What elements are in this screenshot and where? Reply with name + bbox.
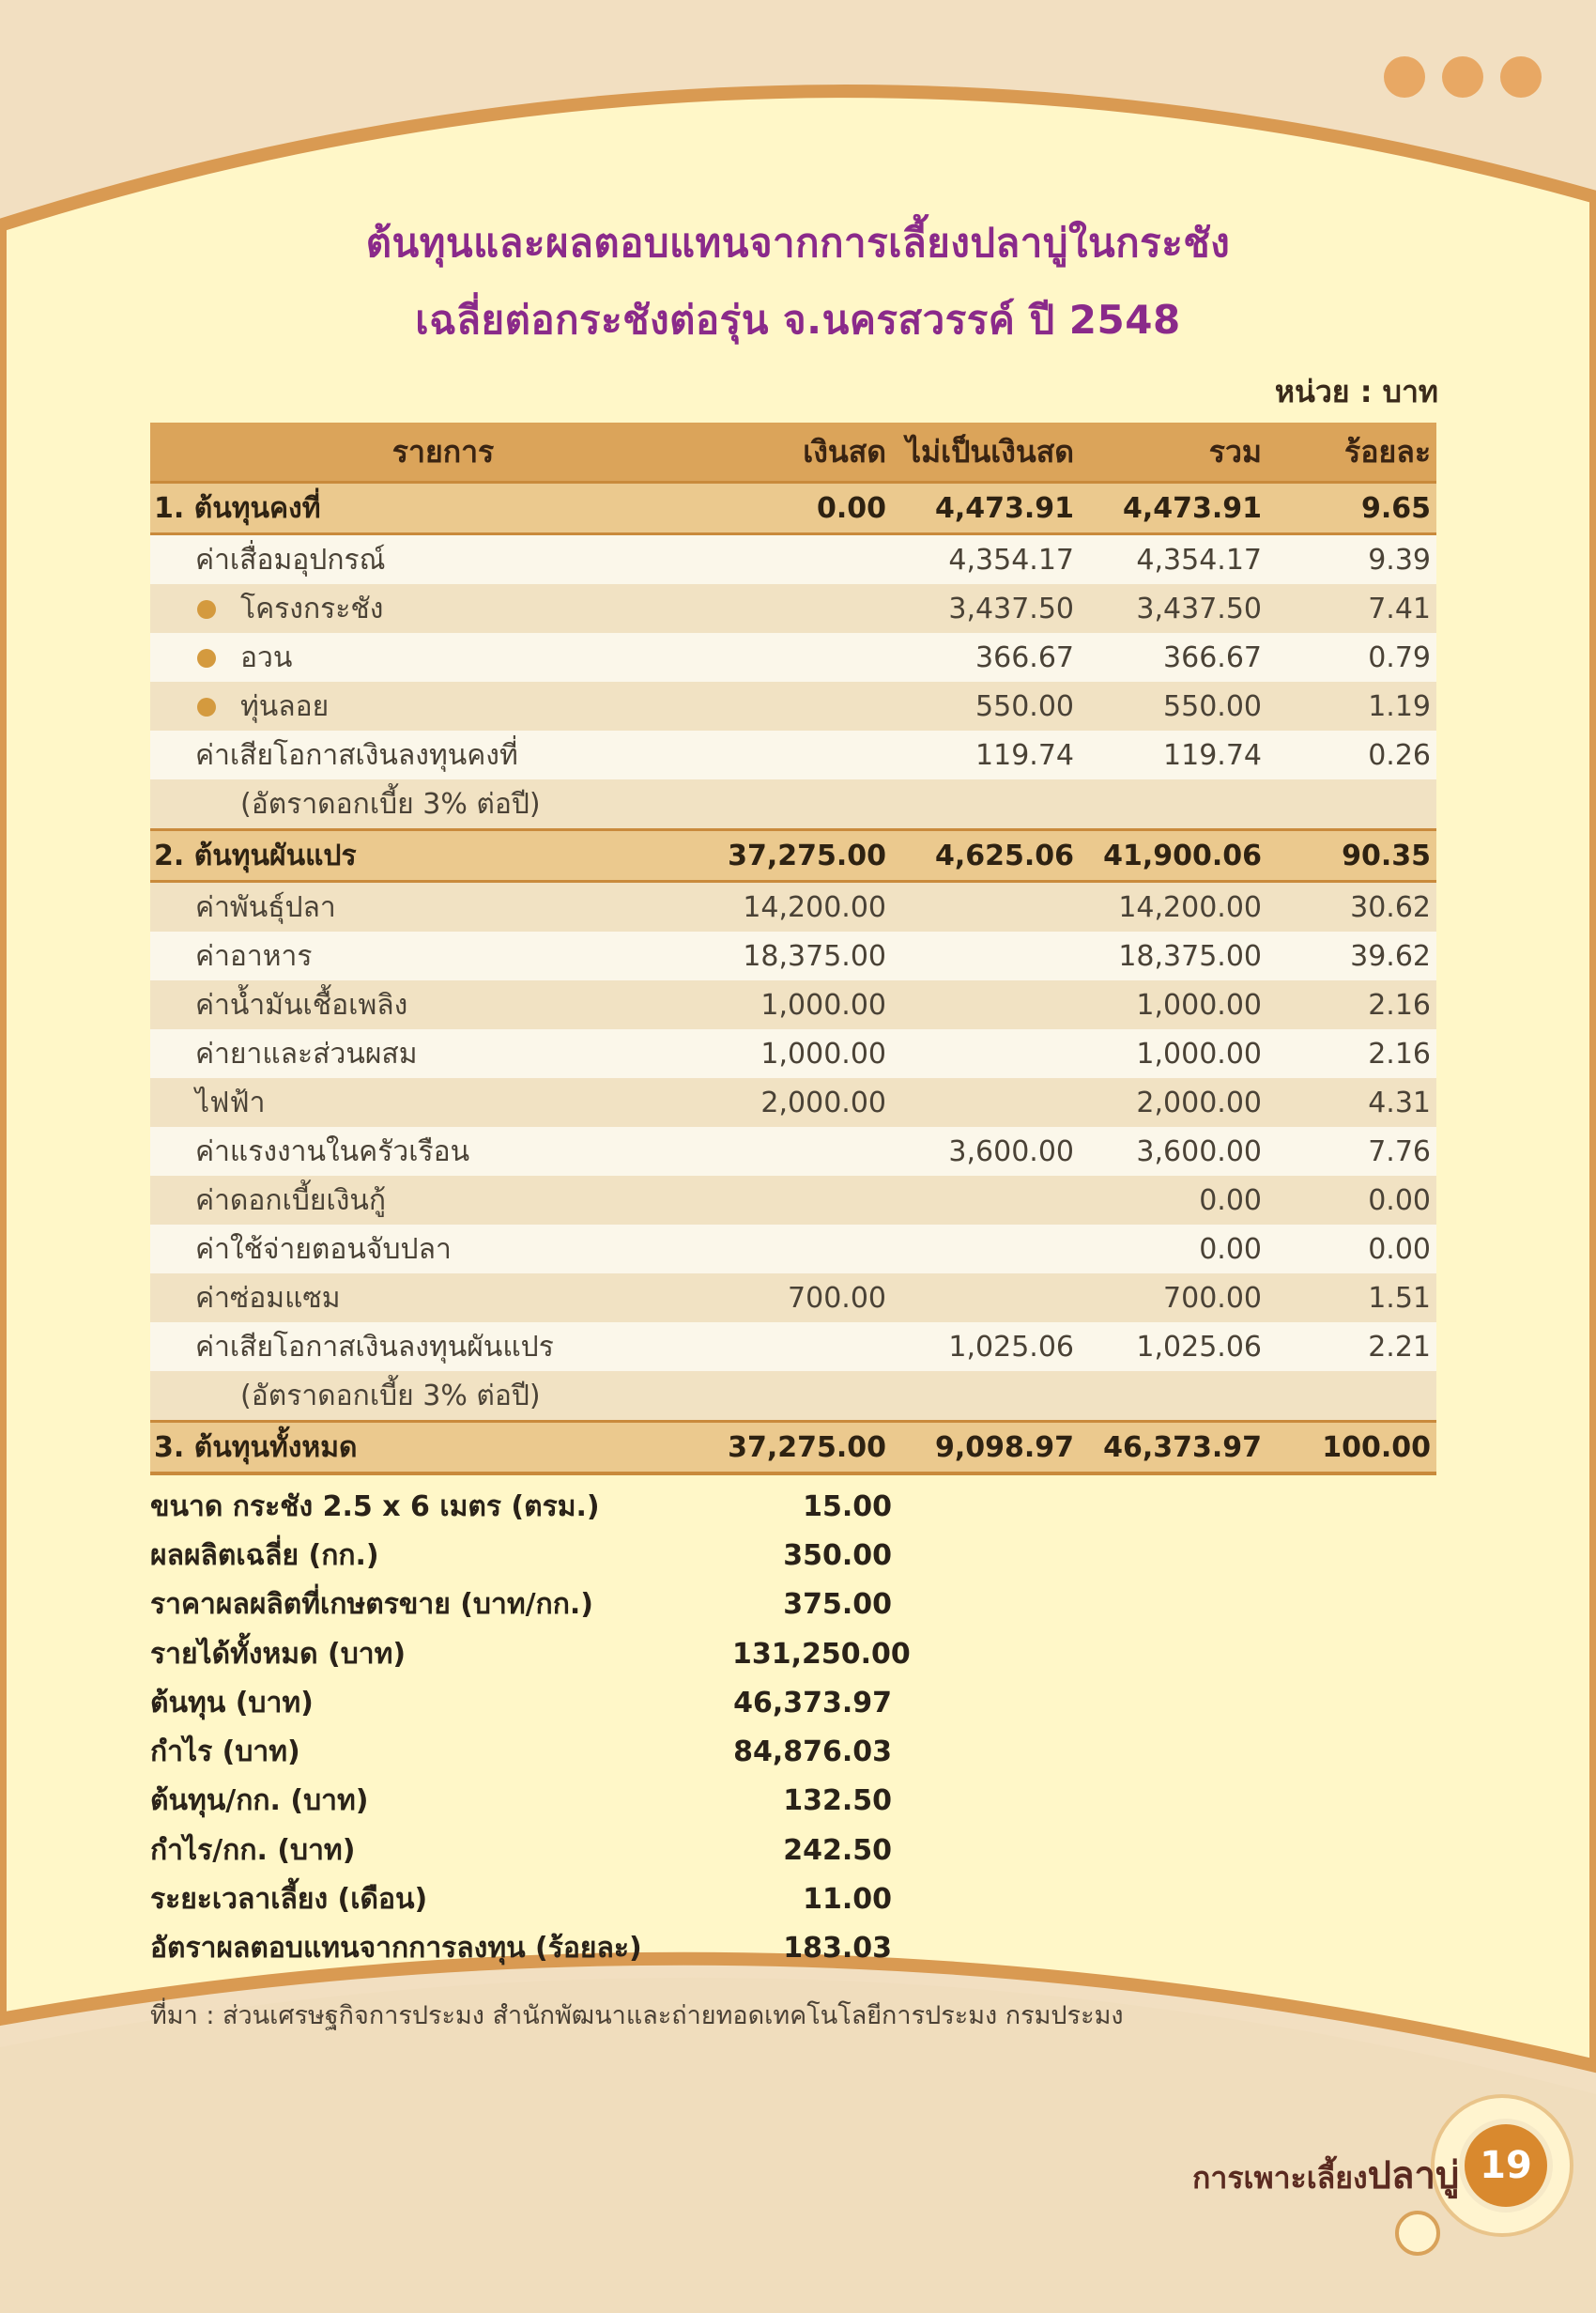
total-cell: 366.67 — [1080, 633, 1267, 682]
cash-cell — [704, 1225, 892, 1273]
percent-cell: 2.16 — [1267, 980, 1436, 1029]
footer-title — [1192, 2145, 1459, 2205]
row-label: ทุ่นลอย — [240, 689, 330, 723]
summary-value: 84,876.03 — [733, 1735, 892, 1769]
footer-suffix: ปลาบู่ — [1367, 2154, 1460, 2197]
row-label: โครงกระชัง — [240, 592, 384, 625]
cash-cell — [704, 584, 892, 633]
row-label: ค่าซ่อมแซม — [150, 1273, 704, 1322]
table-row — [150, 534, 1436, 585]
noncash-cell: 9,098.97 — [892, 1422, 1080, 1474]
table-row — [150, 633, 1436, 682]
row-label: ค่าเสื่อมอุปกรณ์ — [150, 534, 704, 585]
table-row — [150, 1225, 1436, 1273]
row-label: ค่าน้ำมันเชื้อเพลิง — [150, 980, 704, 1029]
table-row — [150, 1127, 1436, 1176]
cash-cell: 14,200.00 — [704, 882, 892, 933]
row-label: ค่าแรงงานในครัวเรือน — [150, 1127, 704, 1176]
summary-value: 350.00 — [783, 1538, 892, 1572]
section-row-fixed-cost — [150, 483, 1436, 534]
noncash-cell — [892, 932, 1080, 980]
summary-label: ต้นทุน (บาท) — [150, 1686, 314, 1719]
cash-cell — [704, 731, 892, 779]
total-cell: 0.00 — [1080, 1225, 1267, 1273]
percent-cell: 0.79 — [1267, 633, 1436, 682]
summary-row — [150, 1629, 911, 1678]
summary-row — [150, 1777, 901, 1826]
noncash-cell — [892, 882, 1080, 933]
bullet-icon — [197, 698, 216, 717]
table-row — [150, 932, 1436, 980]
total-cell: 18,375.00 — [1080, 932, 1267, 980]
noncash-cell: 3,600.00 — [892, 1127, 1080, 1176]
percent-cell: 0.00 — [1267, 1176, 1436, 1225]
summary-label: รายได้ทั้งหมด (บาท) — [150, 1637, 407, 1671]
dot-icon — [1500, 56, 1542, 98]
noncash-cell: 119.74 — [892, 731, 1080, 779]
table-row — [150, 1029, 1436, 1078]
percent-cell: 1.19 — [1267, 682, 1436, 731]
section-row-total-cost — [150, 1422, 1436, 1474]
row-label: ค่ายาและส่วนผสม — [150, 1029, 704, 1078]
cash-cell: 37,275.00 — [704, 830, 892, 882]
table-row — [150, 1176, 1436, 1225]
dot-icon — [1442, 56, 1483, 98]
noncash-cell — [892, 1225, 1080, 1273]
page-subtitle: เฉลี่ยต่อกระชังต่อรุ่น จ.นครสวรรค์ ปี 2548 — [415, 297, 1181, 343]
noncash-cell — [892, 980, 1080, 1029]
noncash-cell: 4,473.91 — [892, 483, 1080, 534]
table-row — [150, 1371, 1436, 1422]
source-note: ที่มา : ส่วนเศรษฐกิจการประมง สำนักพัฒนาและถ่ายทอดเทคโนโลยีการประมง กรมประมง — [150, 2001, 1124, 2030]
noncash-cell: 1,025.06 — [892, 1322, 1080, 1371]
cash-cell: 1,000.00 — [704, 1029, 892, 1078]
noncash-cell — [892, 1029, 1080, 1078]
table-row — [150, 682, 1436, 731]
row-label: อวน — [240, 640, 293, 674]
total-cell: 119.74 — [1080, 731, 1267, 779]
percent-cell: 2.16 — [1267, 1029, 1436, 1078]
row-label: ค่าอาหาร — [150, 932, 704, 980]
total-cell: 1,000.00 — [1080, 980, 1267, 1029]
summary-row — [150, 1727, 901, 1776]
summary-label: ต้นทุน/กก. (บาท) — [150, 1784, 369, 1818]
percent-cell: 30.62 — [1267, 882, 1436, 933]
summary-row — [150, 1826, 901, 1874]
total-cell: 1,025.06 — [1080, 1322, 1267, 1371]
table-row — [150, 1078, 1436, 1127]
cash-cell: 2,000.00 — [704, 1078, 892, 1127]
page-number: 19 — [1465, 2124, 1547, 2207]
summary-value: 375.00 — [783, 1588, 892, 1622]
noncash-cell: 366.67 — [892, 633, 1080, 682]
table-header-row — [150, 423, 1436, 483]
header-total: รวม — [1080, 423, 1267, 483]
table-row — [150, 731, 1436, 779]
summary-list — [150, 1482, 911, 1973]
header-noncash: ไม่เป็นเงินสด — [892, 423, 1080, 483]
cash-cell: 37,275.00 — [704, 1422, 892, 1474]
cash-cell: 18,375.00 — [704, 932, 892, 980]
noncash-cell: 550.00 — [892, 682, 1080, 731]
row-label: ไฟฟ้า — [150, 1078, 704, 1127]
percent-cell: 9.65 — [1267, 483, 1436, 534]
cash-cell: 700.00 — [704, 1273, 892, 1322]
row-label: ค่าเสียโอกาสเงินลงทุนผันแปร — [150, 1322, 704, 1371]
summary-row — [150, 1531, 901, 1580]
total-cell: 3,600.00 — [1080, 1127, 1267, 1176]
header-percent: ร้อยละ — [1267, 423, 1436, 483]
row-note: (อัตราดอกเบี้ย 3% ต่อปี) — [150, 1371, 704, 1422]
cash-cell — [704, 534, 892, 585]
table-row — [150, 584, 1436, 633]
summary-row — [150, 1678, 901, 1727]
row-label: ค่าพันธุ์ปลา — [150, 882, 704, 933]
percent-cell: 7.41 — [1267, 584, 1436, 633]
cash-cell: 0.00 — [704, 483, 892, 534]
unit-label: หน่วย : บาท — [1274, 374, 1438, 409]
total-cell: 4,473.91 — [1080, 483, 1267, 534]
row-label: ค่าเสียโอกาสเงินลงทุนคงที่ — [150, 731, 704, 779]
bullet-icon — [197, 600, 216, 619]
percent-cell: 4.31 — [1267, 1078, 1436, 1127]
cost-table — [150, 423, 1436, 1475]
row-note: (อัตราดอกเบี้ย 3% ต่อปี) — [150, 779, 704, 830]
total-cell: 700.00 — [1080, 1273, 1267, 1322]
percent-cell: 90.35 — [1267, 830, 1436, 882]
total-cell: 1,000.00 — [1080, 1029, 1267, 1078]
table-row — [150, 980, 1436, 1029]
row-label: 1. ต้นทุนคงที่ — [150, 483, 704, 534]
noncash-cell — [892, 1176, 1080, 1225]
row-label: 3. ต้นทุนทั้งหมด — [150, 1422, 704, 1474]
percent-cell: 1.51 — [1267, 1273, 1436, 1322]
summary-row — [150, 1581, 901, 1629]
summary-value: 46,373.97 — [733, 1686, 892, 1719]
total-cell: 46,373.97 — [1080, 1422, 1267, 1474]
total-cell: 41,900.06 — [1080, 830, 1267, 882]
decorative-dots — [1384, 56, 1542, 98]
summary-row — [150, 1482, 901, 1531]
table-row — [150, 1322, 1436, 1371]
summary-row — [150, 1874, 901, 1923]
table-row — [150, 779, 1436, 830]
dot-icon — [1384, 56, 1425, 98]
table-row — [150, 1273, 1436, 1322]
summary-value: 15.00 — [803, 1489, 892, 1523]
percent-cell: 0.26 — [1267, 731, 1436, 779]
header-cash: เงินสด — [704, 423, 892, 483]
bullet-icon — [197, 649, 216, 668]
header-item: รายการ — [150, 423, 704, 483]
row-label: 2. ต้นทุนผันแปร — [150, 830, 704, 882]
section-row-variable-cost — [150, 830, 1436, 882]
total-cell: 2,000.00 — [1080, 1078, 1267, 1127]
summary-label: ขนาด กระชัง 2.5 x 6 เมตร (ตรม.) — [150, 1489, 600, 1523]
total-cell: 4,354.17 — [1080, 534, 1267, 585]
summary-value: 132.50 — [783, 1784, 892, 1818]
noncash-cell — [892, 1273, 1080, 1322]
cash-cell — [704, 1322, 892, 1371]
total-cell: 550.00 — [1080, 682, 1267, 731]
row-label: ค่าดอกเบี้ยเงินกู้ — [150, 1176, 704, 1225]
summary-value: 11.00 — [803, 1883, 892, 1917]
percent-cell: 2.21 — [1267, 1322, 1436, 1371]
summary-value: 242.50 — [783, 1833, 892, 1867]
noncash-cell — [892, 1078, 1080, 1127]
table-row — [150, 882, 1436, 933]
footer-prefix: การเพาะเลี้ยง — [1192, 2160, 1368, 2196]
percent-cell: 39.62 — [1267, 932, 1436, 980]
cash-cell — [704, 633, 892, 682]
summary-value: 131,250.00 — [732, 1637, 911, 1671]
cash-cell — [704, 1127, 892, 1176]
summary-label: กำไร/กก. (บาท) — [150, 1833, 356, 1867]
noncash-cell: 4,625.06 — [892, 830, 1080, 882]
page-title: ต้นทุนและผลตอบแทนจากการเลี้ยงปลาบู่ในกระชัง — [365, 220, 1231, 266]
percent-cell: 100.00 — [1267, 1422, 1436, 1474]
total-cell: 3,437.50 — [1080, 584, 1267, 633]
noncash-cell: 3,437.50 — [892, 584, 1080, 633]
summary-label: ระยะเวลาเลี้ยง (เดือน) — [150, 1883, 428, 1917]
cash-cell — [704, 1176, 892, 1225]
percent-cell: 7.76 — [1267, 1127, 1436, 1176]
summary-label: อัตราผลตอบแทนจากการลงทุน (ร้อยละ) — [150, 1932, 642, 1966]
percent-cell: 0.00 — [1267, 1225, 1436, 1273]
summary-row — [150, 1924, 901, 1973]
percent-cell: 9.39 — [1267, 534, 1436, 585]
cash-cell — [704, 682, 892, 731]
total-cell: 14,200.00 — [1080, 882, 1267, 933]
summary-label: ผลผลิตเฉลี่ย (กก.) — [150, 1538, 379, 1572]
summary-value: 183.03 — [783, 1932, 892, 1966]
summary-label: กำไร (บาท) — [150, 1735, 300, 1769]
row-label: ค่าใช้จ่ายตอนจับปลา — [150, 1225, 704, 1273]
total-cell: 0.00 — [1080, 1176, 1267, 1225]
summary-label: ราคาผลผลิตที่เกษตรขาย (บาท/กก.) — [150, 1588, 593, 1622]
cash-cell: 1,000.00 — [704, 980, 892, 1029]
noncash-cell: 4,354.17 — [892, 534, 1080, 585]
